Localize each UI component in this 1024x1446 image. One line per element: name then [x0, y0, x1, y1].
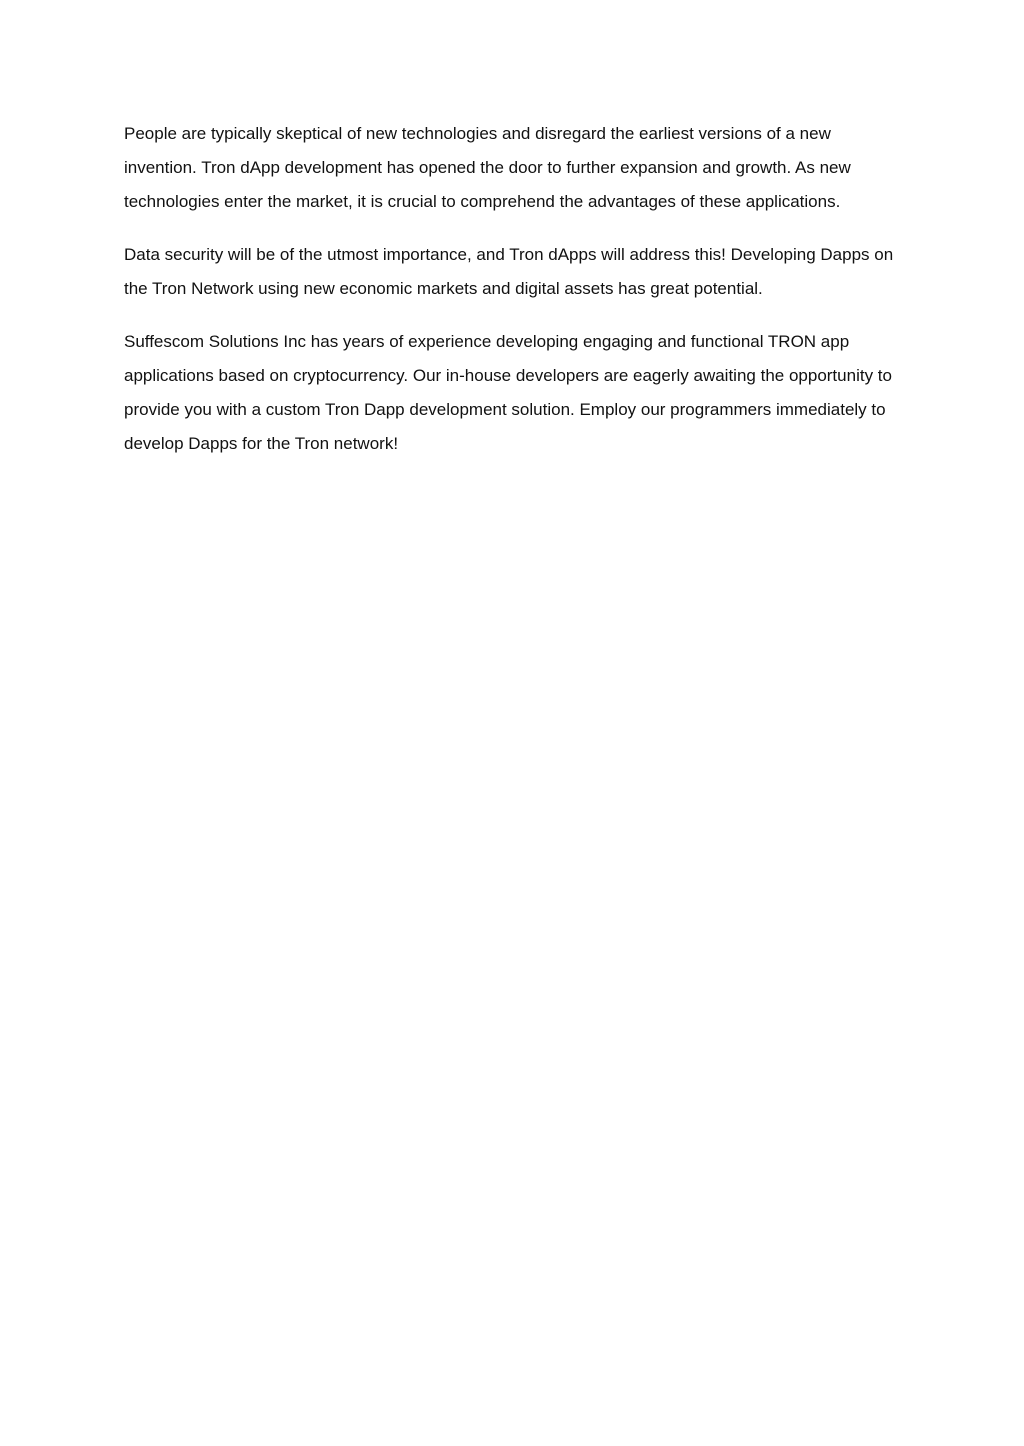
- paragraph-company-offer: Suffescom Solutions Inc has years of experience developing engaging and functional TRON app applications based on cryptocurrency. Our in-house developers are eagerly awaiting the opportunity to provide you with a custom Tron Dapp development solution. Employ our programmers immediately to develop Dapps for the Tron network!: [124, 332, 892, 453]
- paragraph-data-security: Data security will be of the utmost importance, and Tron dApps will address this! Developing Dapps on the Tron Network using new economic markets and digital assets has great potential.: [124, 245, 894, 298]
- document-body: [124, 117, 904, 480]
- paragraph-intro: People are typically skeptical of new technologies and disregard the earliest versions of a new invention. Tron dApp development has opened the door to further expansion and growth. As new technologies enter the market, it is crucial to comprehend the advantages of these applications.: [124, 124, 851, 211]
